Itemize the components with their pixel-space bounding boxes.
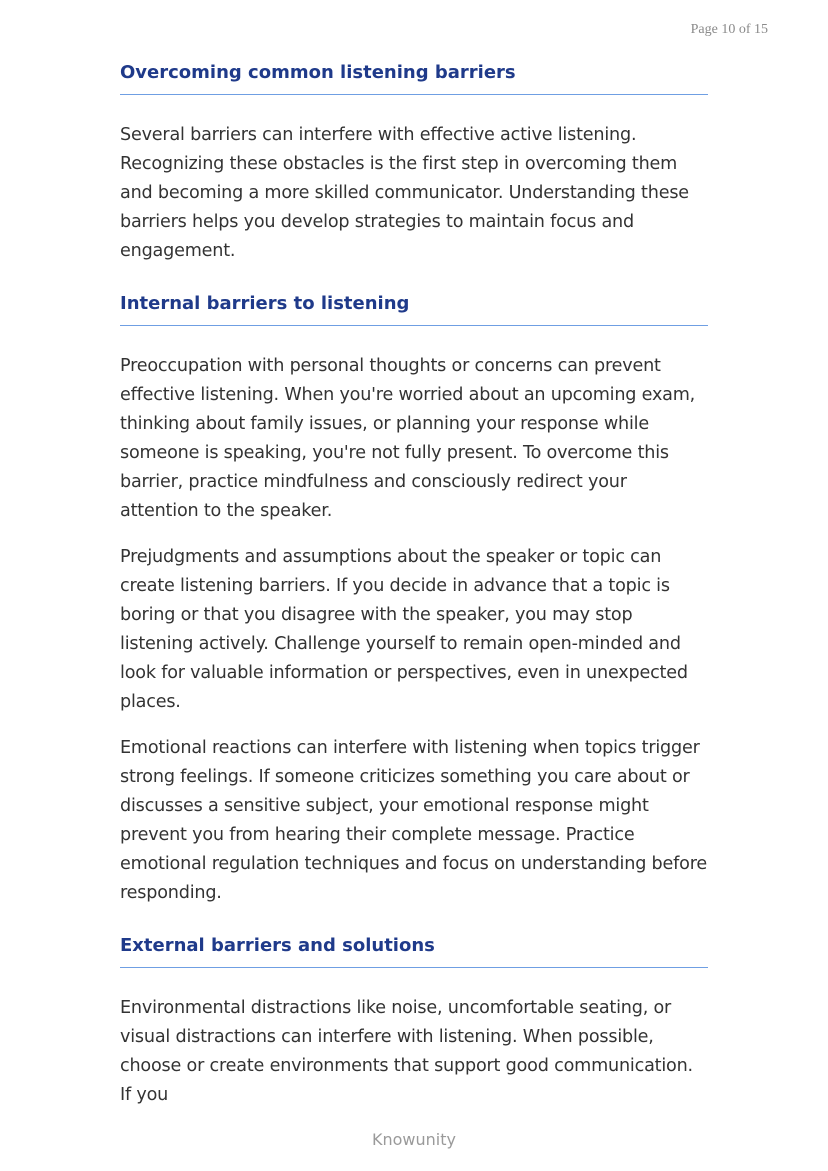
page-number: Page 10 of 15 [690, 22, 768, 37]
document-content [120, 60, 708, 1110]
paragraph: Emotional reactions can interfere with listening when topics trigger strong feelings. If someone criticizes something you care about or discusses a sensitive subject, your emotional response might prevent you from hearing their complete message. Practice emotional regulation techniques and focus on understanding before responding. [120, 738, 707, 903]
section-heading-internal-barriers: Internal barriers to listening [120, 291, 708, 326]
paragraph: Several barriers can interfere with effective active listening. Recognizing these obstacles is the first step in overcoming them and becoming a more skilled communicator. Understanding these barriers helps you develop strategies to maintain focus and engagement. [120, 125, 689, 261]
paragraph: Preoccupation with personal thoughts or concerns can prevent effective listening. When you're worried about an upcoming exam, thinking about family issues, or planning your response while someone is speaking, you're not fully present. To overcome this barrier, practice mindfulness and consciously redirect your attention to the speaker. [120, 356, 696, 521]
section-heading-external-barriers: External barriers and solutions [120, 933, 708, 968]
paragraph: Environmental distractions like noise, uncomfortable seating, or visual distractions can interfere with listening. When possible, choose or create environments that support good communication. If you [120, 998, 693, 1105]
paragraph: Prejudgments and assumptions about the speaker or topic can create listening barriers. If you decide in advance that a topic is boring or that you disagree with the speaker, you may stop listening actively. Challenge yourself to remain open-minded and look for valuable information or perspectives, even in unexpected places. [120, 547, 688, 712]
section-heading-overcoming-barriers: Overcoming common listening barriers [120, 60, 708, 95]
footer-brand: Knowunity [372, 1130, 456, 1149]
